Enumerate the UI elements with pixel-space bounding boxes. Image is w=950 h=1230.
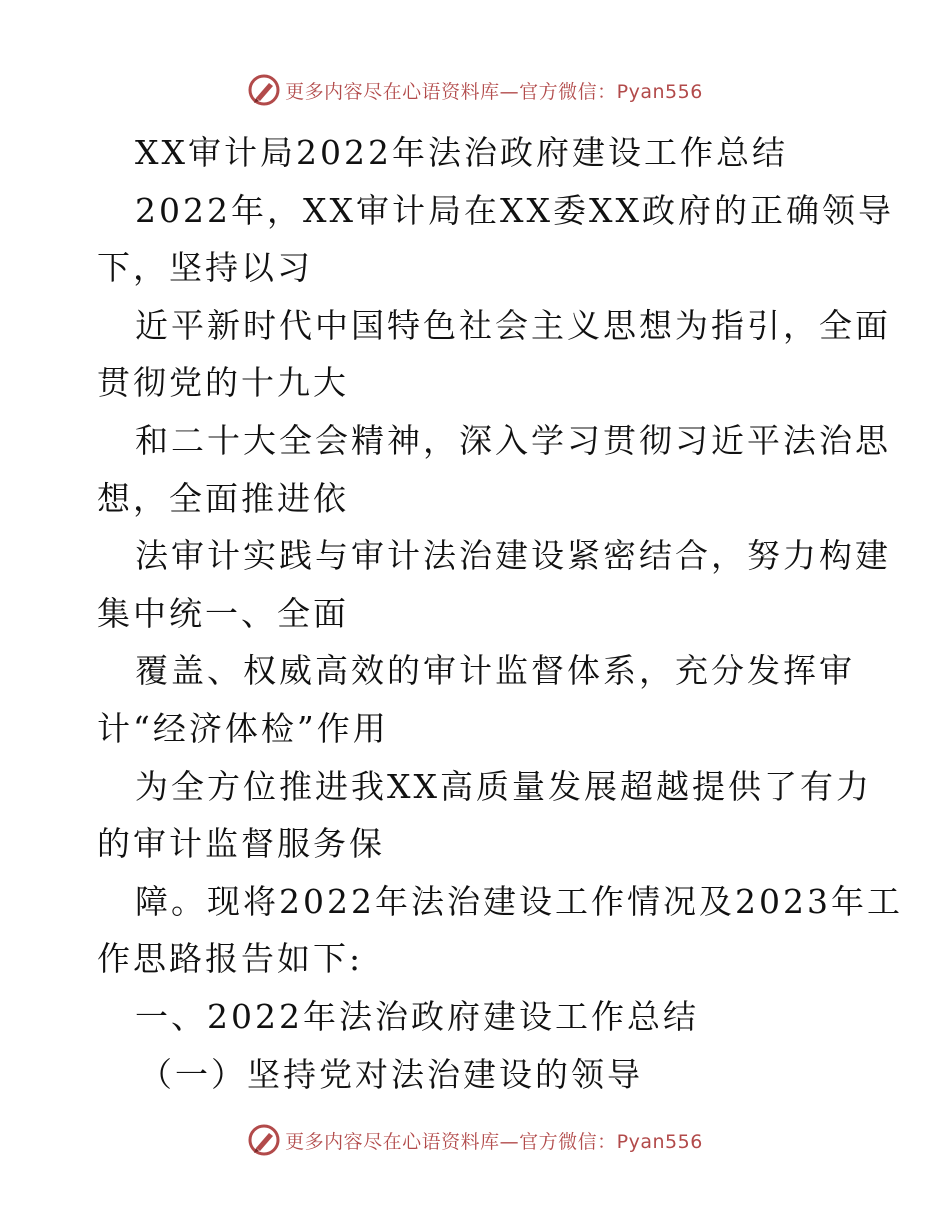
watermark-text: 更多内容尽在心语资料库—官方微信：Pyan556: [285, 80, 703, 103]
paragraph-line: 集中统一、全面: [97, 593, 349, 633]
paragraph-line: 下，坚持以习: [97, 248, 313, 288]
paragraph-line: 想，全面推进依: [97, 478, 349, 518]
paragraph-line: 近平新时代中国特色社会主义思想为指引，全面: [135, 305, 891, 345]
paragraph-line: 覆盖、权威高效的审计监督体系，充分发挥审: [135, 651, 855, 691]
section-heading: 一、2022年法治政府建设工作总结: [135, 996, 699, 1036]
document-body: [97, 124, 903, 1103]
subsection-heading: （一）坚持党对法治建设的领导: [139, 1054, 643, 1094]
watermark-text: 更多内容尽在心语资料库—官方微信：Pyan556: [285, 1130, 703, 1153]
paragraph-line: 贯彻党的十九大: [97, 363, 349, 403]
paragraph-line: 的审计监督服务保: [97, 824, 385, 864]
paragraph-line: 法审计实践与审计法治建设紧密结合，努力构建: [135, 536, 891, 576]
paragraph-line: 计“经济体检”作用: [97, 708, 389, 748]
pen-logo-icon: [247, 1123, 281, 1157]
paragraph-line: 为全方位推进我XX高质量发展超越提供了有力: [135, 766, 872, 806]
paragraph-line: 和二十大全会精神，深入学习贯彻习近平法治思: [135, 420, 891, 460]
watermark-footer: [0, 1120, 950, 1160]
paragraph-line: 障。现将2022年法治建设工作情况及2023年工: [135, 881, 903, 921]
paragraph-line: 作思路报告如下:: [97, 939, 364, 979]
document-title: XX审计局2022年法治政府建设工作总结: [135, 133, 788, 172]
watermark-header: [0, 70, 950, 110]
paragraph-line: 2022年，XX审计局在XX委XX政府的正确领导: [135, 190, 894, 230]
pen-logo-icon: [247, 73, 281, 107]
